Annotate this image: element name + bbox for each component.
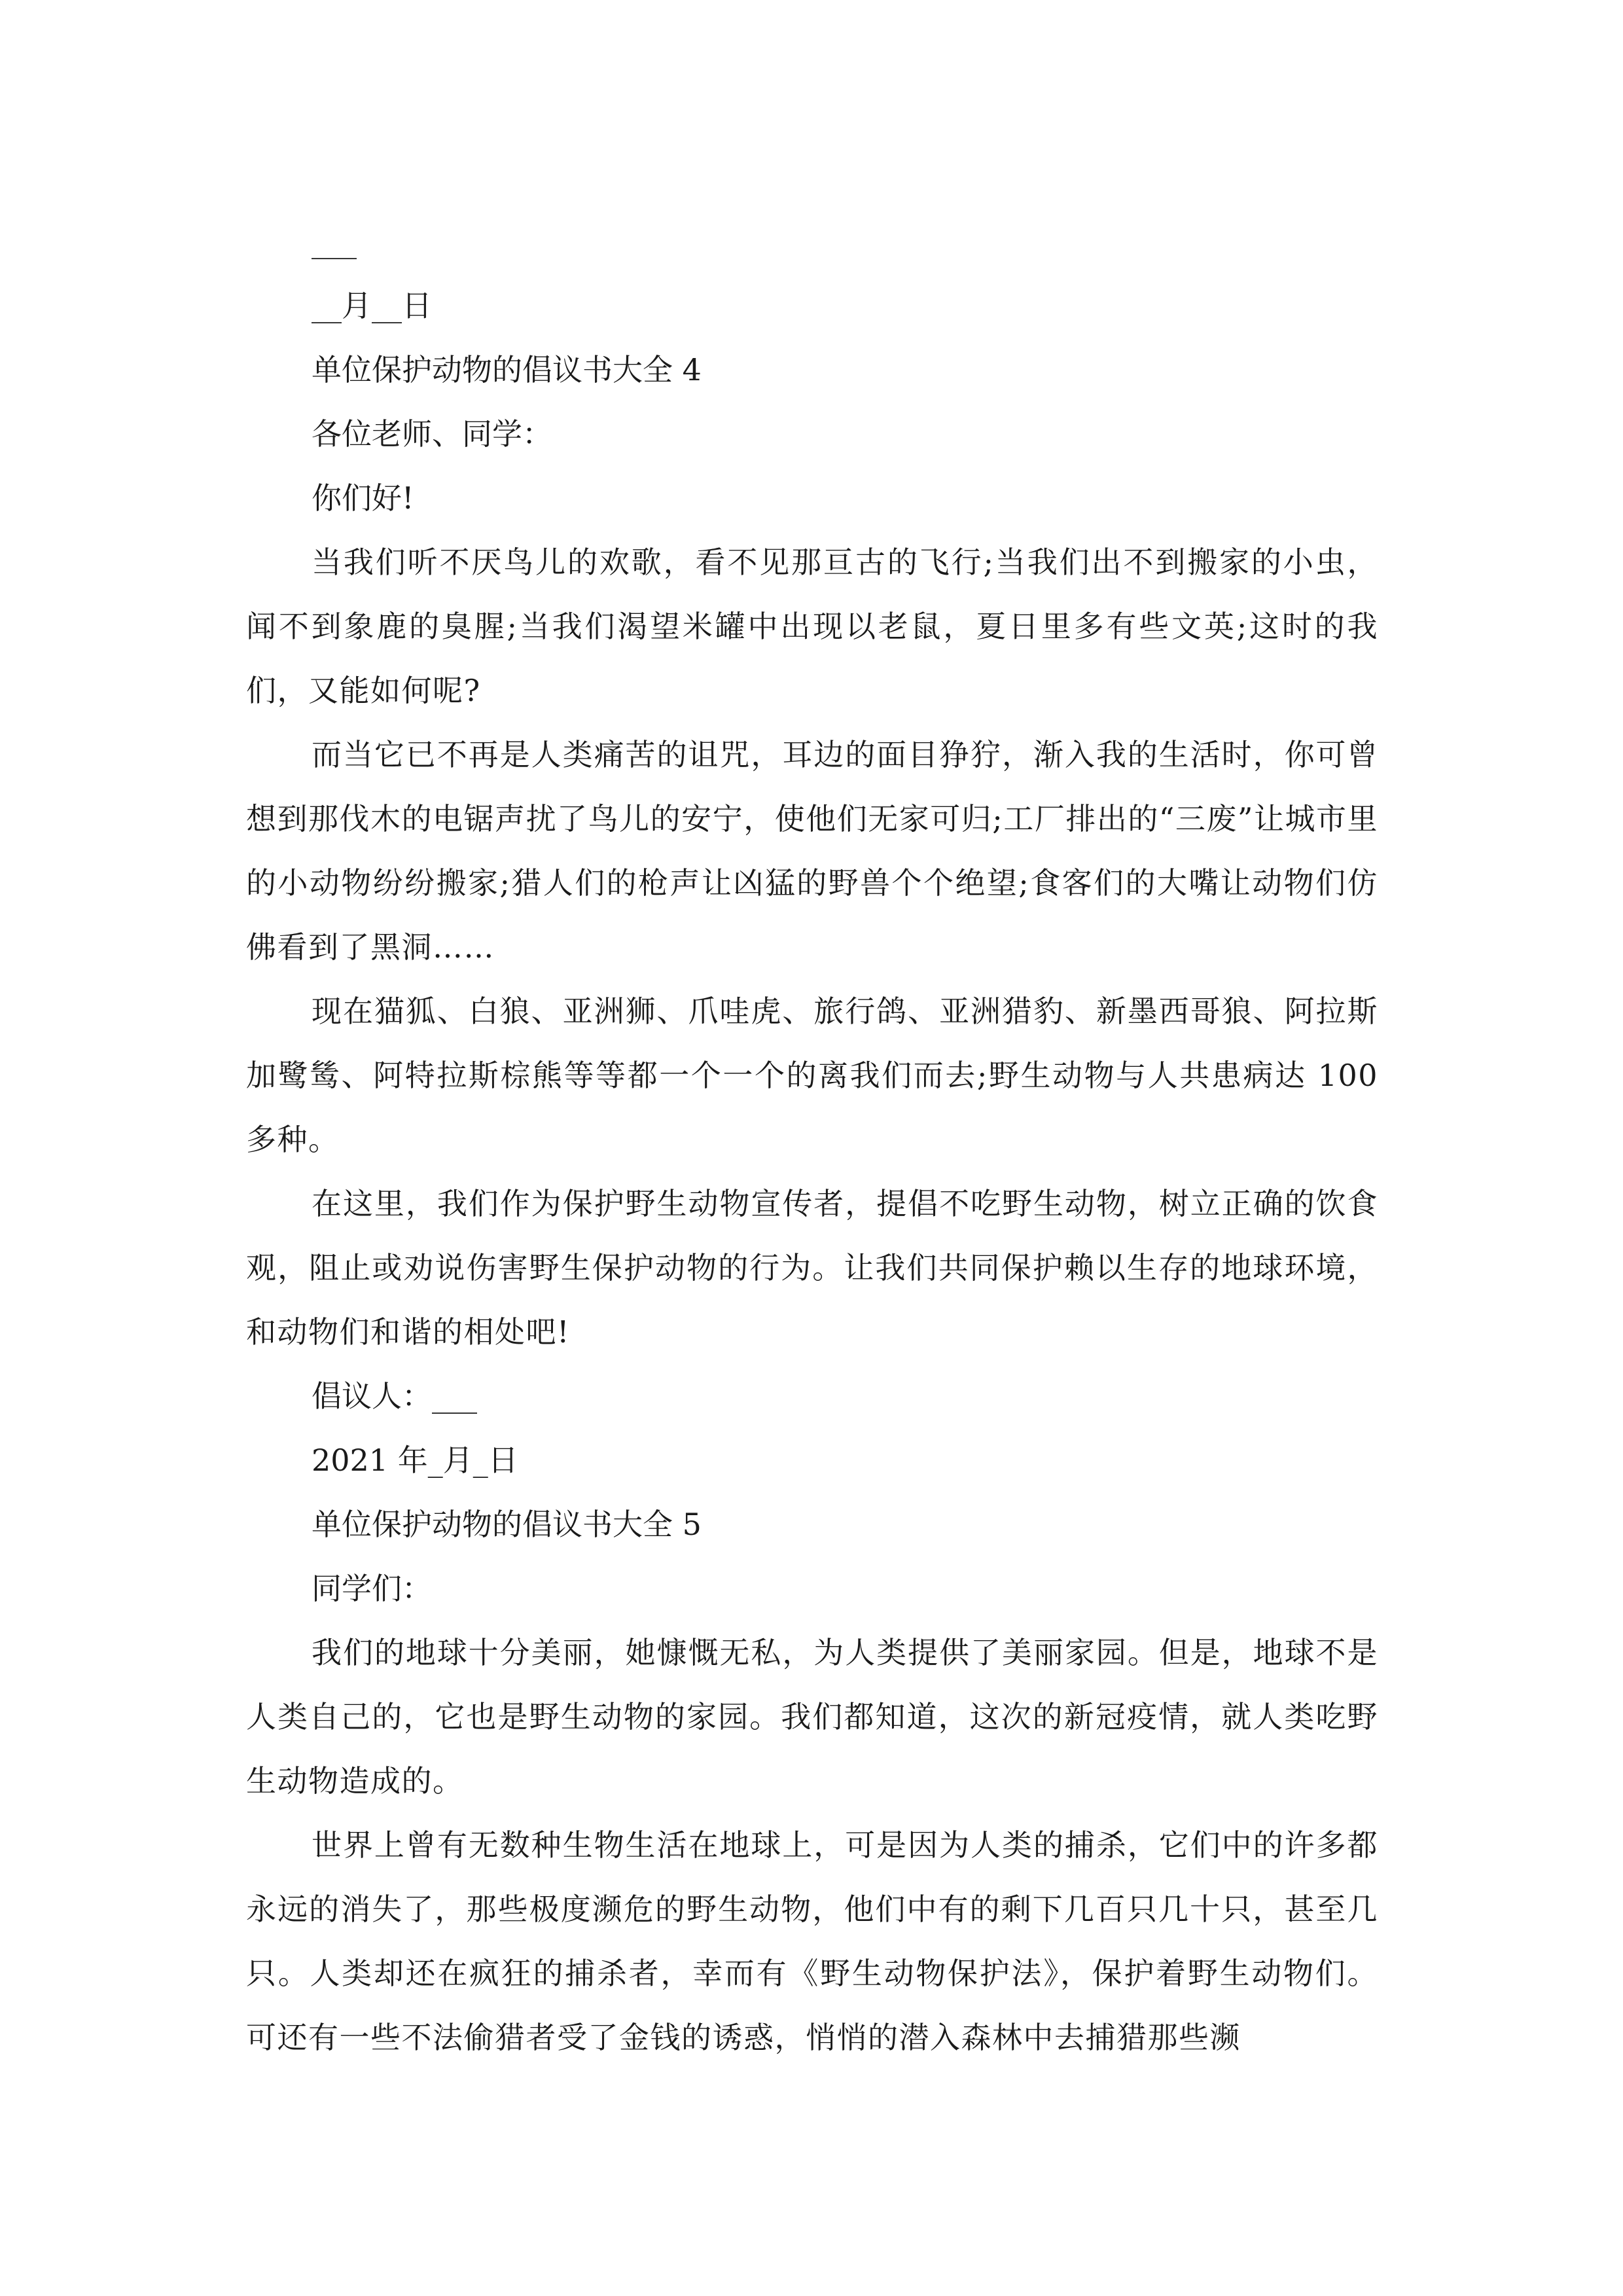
section-title: 单位保护动物的倡议书大全 5 — [312, 1507, 702, 1542]
signer-line: 倡议人：___ — [312, 1378, 477, 1414]
paragraph: 现在猫狐、白狼、亚洲狮、爪哇虎、旅行鸽、亚洲猎豹、新墨西哥狼、阿拉斯加鹭鸶、阿特拉斯棕熊等等都一个一个的离我们而去;野生动物与人共患病达 100 多种。 — [246, 994, 1378, 1157]
paragraph: 世界上曾有无数种生物生活在地球上，可是因为人类的捕杀，它们中的许多都永远的消失了，那些极度濒危的野生动物，他们中有的剩下几百只几十只，甚至几只。人类却还在疯狂的捕杀者，幸而有《野生动物保护法》，保护着野生动物们。可还有一些不法偷猎者受了金钱的诱惑，悄悄的潜入森林中去捕猎那些濒 — [246, 1827, 1378, 2055]
document-body — [246, 209, 1378, 2070]
paragraph: 当我们听不厌鸟儿的欢歌，看不见那亘古的飞行;当我们出不到搬家的小虫，闻不到象鹿的臭腥;当我们渴望米罐中出现以老鼠，夏日里多有些文英;这时的我们，又能如何呢? — [246, 545, 1378, 708]
section-title: 单位保护动物的倡议书大全 4 — [312, 352, 702, 387]
paragraph: 我们的地球十分美丽，她慷慨无私，为人类提供了美丽家园。但是，地球不是人类自己的，它也是野生动物的家园。我们都知道，这次的新冠疫情，就人类吃野生动物造成的。 — [246, 1635, 1378, 1799]
salutation: 你们好! — [312, 480, 414, 516]
greeting: 同学们： — [312, 1571, 432, 1606]
date-line: 2021 年_月_日 — [312, 1443, 518, 1478]
paragraph: 在这里，我们作为保护野生动物宣传者，提倡不吃野生动物，树立正确的饮食观，阻止或劝说伤害野生保护动物的行为。让我们共同保护赖以生存的地球环境，和动物们和谐的相处吧! — [246, 1186, 1378, 1350]
date-line: __月__日 — [312, 288, 432, 323]
greeting: 各位老师、同学： — [312, 416, 552, 452]
paragraph: 而当它已不再是人类痛苦的诅咒，耳边的面目狰狞，渐入我的生活时，你可曾想到那伐木的电锯声扰了鸟儿的安宁，使他们无家可归;工厂排出的“三废”让城市里的小动物纷纷搬家;猎人们的枪声让凶猛的野兽个个绝望;食客们的大嘴让动物们仿佛看到了黑洞…… — [246, 737, 1378, 965]
blank-line: ___ — [312, 224, 357, 259]
